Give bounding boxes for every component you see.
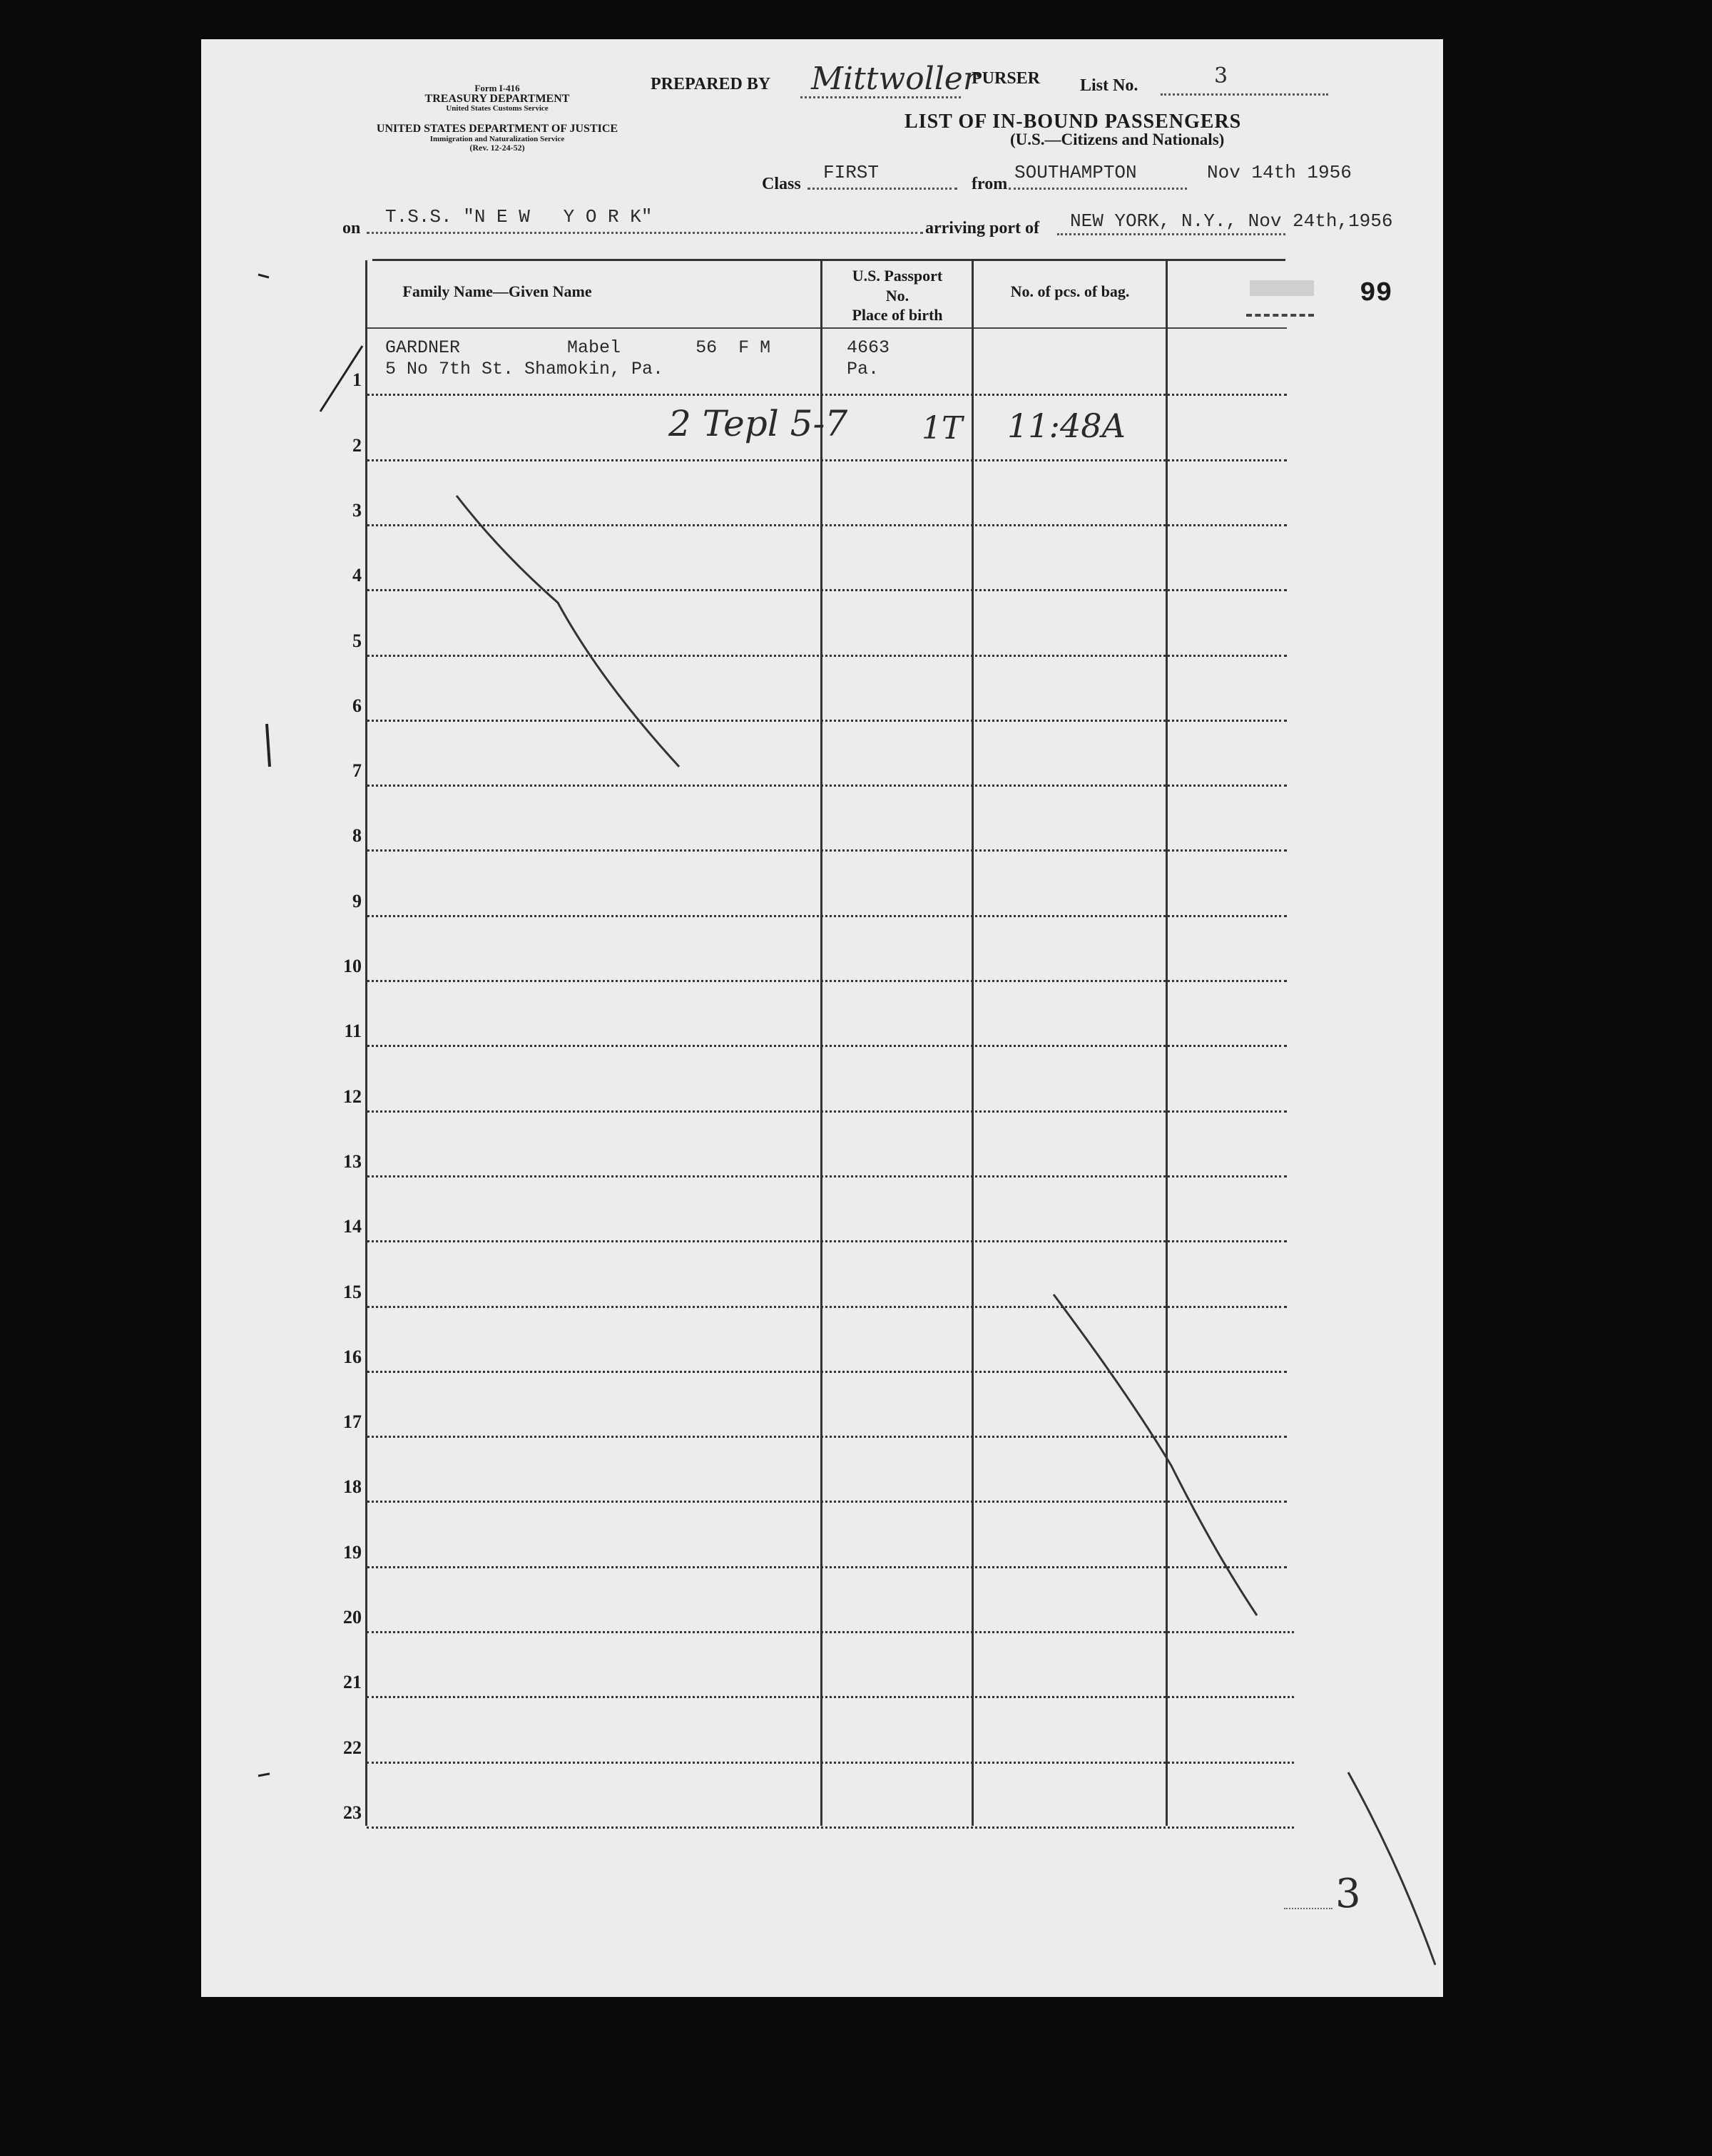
from-label: from	[972, 175, 1008, 193]
row-number: 3	[352, 499, 362, 521]
page-mark: 3	[1335, 1871, 1361, 1917]
row-number: 21	[343, 1672, 362, 1693]
customs-service: United States Customs Service	[446, 104, 549, 113]
margin-mark-2	[267, 724, 270, 767]
row-number: 19	[343, 1541, 362, 1563]
row-number: 22	[343, 1737, 362, 1758]
row-number: 16	[343, 1346, 362, 1367]
form-number: Form I-416	[474, 83, 520, 93]
row-number: 13	[343, 1150, 362, 1172]
document-title: LIST OF IN-BOUND PASSENGERS	[905, 111, 1242, 133]
treasury-department: TREASURY DEPARTMENT	[424, 92, 570, 105]
prepared-by-label: PREPARED BY	[651, 75, 771, 93]
manifest-page	[201, 39, 1443, 1997]
row-number: 5	[352, 630, 362, 651]
prepared-by-signature: Mittwoller	[811, 61, 978, 97]
page-mark-dotline	[1284, 1908, 1333, 1909]
col-passport-line2: No.	[885, 286, 910, 305]
row-number: 1	[352, 369, 362, 391]
row-number: 14	[343, 1216, 362, 1237]
row1-check-mark	[320, 346, 362, 412]
row-number: 4	[352, 565, 362, 586]
department-of-justice: UNITED STATES DEPARTMENT OF JUSTICE	[376, 122, 618, 135]
row1-birthplace: Pa.	[847, 359, 880, 379]
on-label: on	[342, 219, 361, 237]
row-number: 11	[344, 1021, 362, 1042]
arriving-port-label: arriving port of	[925, 219, 1039, 237]
row-number: 12	[343, 1085, 362, 1107]
departure-date: Nov 14th 1956	[1207, 162, 1352, 183]
row-number: 7	[352, 760, 362, 782]
row-number: 10	[343, 956, 362, 976]
diagonal-strike-middle	[1054, 1294, 1257, 1615]
arriving-port-value: NEW YORK, N.Y., Nov 24th,1956	[1070, 210, 1393, 232]
row-number: 17	[343, 1411, 362, 1433]
document-subtitle: (U.S.—Citizens and Nationals)	[1010, 131, 1225, 148]
row-number: 15	[343, 1281, 362, 1302]
row-number: 6	[352, 695, 362, 716]
list-no-value: 3	[1214, 63, 1228, 88]
col-family-name-header: Family Name—Given Name	[402, 282, 592, 300]
col4-number: 99	[1360, 278, 1392, 309]
col-passport-line3: Place of birth	[852, 306, 943, 324]
row1-passport-no: 4663	[847, 337, 890, 358]
row-number: 9	[352, 890, 362, 911]
row-number: 20	[343, 1607, 362, 1628]
col-baggage-header: No. of pcs. of bag.	[1010, 282, 1130, 300]
margin-mark-1	[258, 275, 269, 277]
immigration-service: Immigration and Naturalization Service	[429, 134, 565, 143]
row2-handwriting-baggage: 11:48A	[1007, 407, 1126, 445]
margin-mark-3	[258, 1774, 270, 1776]
diagonal-strike-lower	[1348, 1772, 1435, 1965]
row2-handwriting-name: 2 Tepl 5-7	[668, 403, 848, 444]
ship-name: T.S.S. "N E W Y O R K"	[385, 206, 653, 228]
pen-marks	[201, 39, 1443, 1997]
row1-name: GARDNER Mabel 56 F M	[385, 337, 771, 358]
row2-handwriting-passport: 1T	[922, 410, 963, 446]
form-revision: (Rev. 12-24-52)	[469, 143, 525, 153]
row-number: 2	[352, 434, 362, 456]
row-number: 23	[343, 1802, 362, 1823]
diagonal-strike-upper	[457, 496, 679, 767]
class-value: FIRST	[823, 162, 880, 183]
row-number: 18	[343, 1476, 362, 1498]
from-value: SOUTHAMPTON	[1014, 162, 1137, 183]
list-no-label: List No.	[1080, 76, 1138, 95]
col-passport-line1: U.S. Passport	[852, 267, 943, 285]
row1-address: 5 No 7th St. Shamokin, Pa.	[385, 359, 664, 379]
purser-label: PURSER	[972, 69, 1041, 88]
class-label: Class	[762, 175, 801, 193]
row-number: 8	[352, 825, 362, 847]
